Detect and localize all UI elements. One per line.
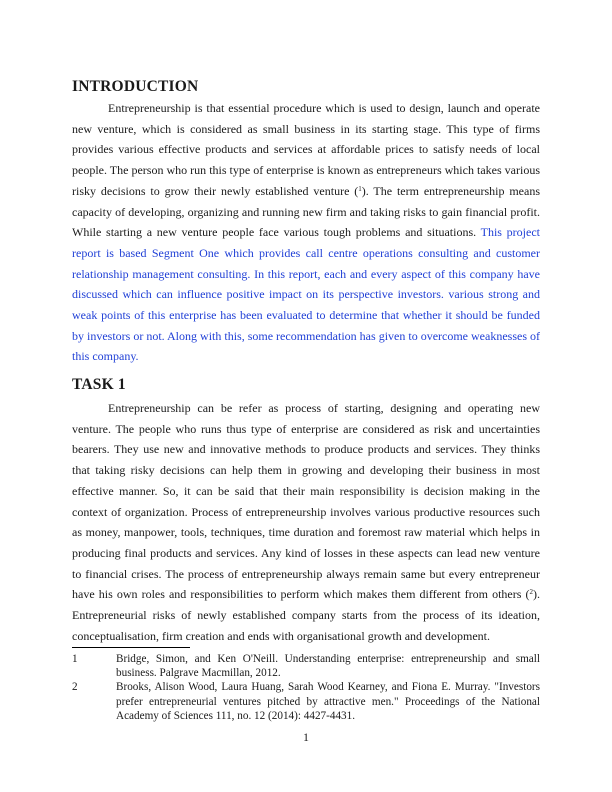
- introduction-paragraph: [72, 98, 540, 367]
- task1-text-b: ). Entrepreneurial risks of newly established company starts from the process of its ideation, conceptualisation, firm creation and ends with organisational growth and development.: [72, 587, 540, 643]
- introduction-text-a: Entrepreneurship is that essential procedure which is used to design, launch and operate new venture, which is considered as small business in its starting stage. This type of firms provides various effective products and services at affordable prices to satisfy needs of local people. The person who run this type of enterprise is known as entrepreneurs which takes various risky decisions to grow their newly established venture (: [72, 101, 540, 198]
- footnote-separator: [72, 647, 190, 648]
- task1-heading: TASK 1: [72, 376, 126, 393]
- footnote-ref-2[interactable]: 2: [529, 588, 533, 597]
- footnote-text: Brooks, Alison Wood, Laura Huang, Sarah Wood Kearney, and Fiona E. Murray. "Investors prefer entrepreneurial ventures pitched by attractive men." Proceedings of the National Academy of Sciences 111, no. 12 (2014): 4427-4431.: [116, 681, 540, 722]
- introduction-heading: INTRODUCTION: [72, 78, 199, 95]
- footnote-number: 1: [72, 653, 78, 665]
- footnotes: [72, 652, 540, 723]
- page-number: 1: [303, 730, 309, 744]
- footnote-1: [72, 652, 540, 680]
- task1-text-a: Entrepreneurship can be refer as process of starting, designing and operating new venture. The people who runs thus type of enterprise are considered as risk and uncertainties bearers. They use new and innovative methods to produce products and services. They thinks that taking risky decisions can help them in growing and developing their business in most effective manner. So, it can be said that their main responsibility is decision making in the context of organization. Process of entrepreneurship involves various productive resources such as money, manpower, tools, techniques, time duration and foremost raw material which helps in producing final products and services. Any kind of losses in these aspects can lead new venture to financial crises. The process of entrepreneurship always remain same but every entrepreneur have his own roles and responsibilities to perform which makes them different from others (: [72, 401, 540, 602]
- footnote-number: 2: [72, 681, 78, 694]
- introduction-text-b: ). The term entrepreneurship means capacity of developing, organizing and running new firm and taking risks to gain financial profit. While starting a new venture people face various tough problems and situations.: [72, 183, 540, 240]
- footnote-2: [72, 680, 540, 723]
- footnote-ref-1[interactable]: 1: [358, 184, 362, 193]
- footnote-text: Bridge, Simon, and Ken O'Neill. Understanding enterprise: entrepreneurship and small business. Palgrave Macmillan, 2012.: [116, 653, 540, 680]
- introduction-highlighted-text: This project report is based Segment One which provides call centre operations consulting and customer relationship management consulting. In this report, each and every aspect of this company have discussed which can influence positive impact on its perspective investors. various strong and weak points of this enterprise has been evaluated to determine that whether it should be funded by investors or not. Along with this, some recommendation has given to overcome weaknesses of this company.: [72, 225, 540, 364]
- task1-paragraph: [72, 398, 540, 646]
